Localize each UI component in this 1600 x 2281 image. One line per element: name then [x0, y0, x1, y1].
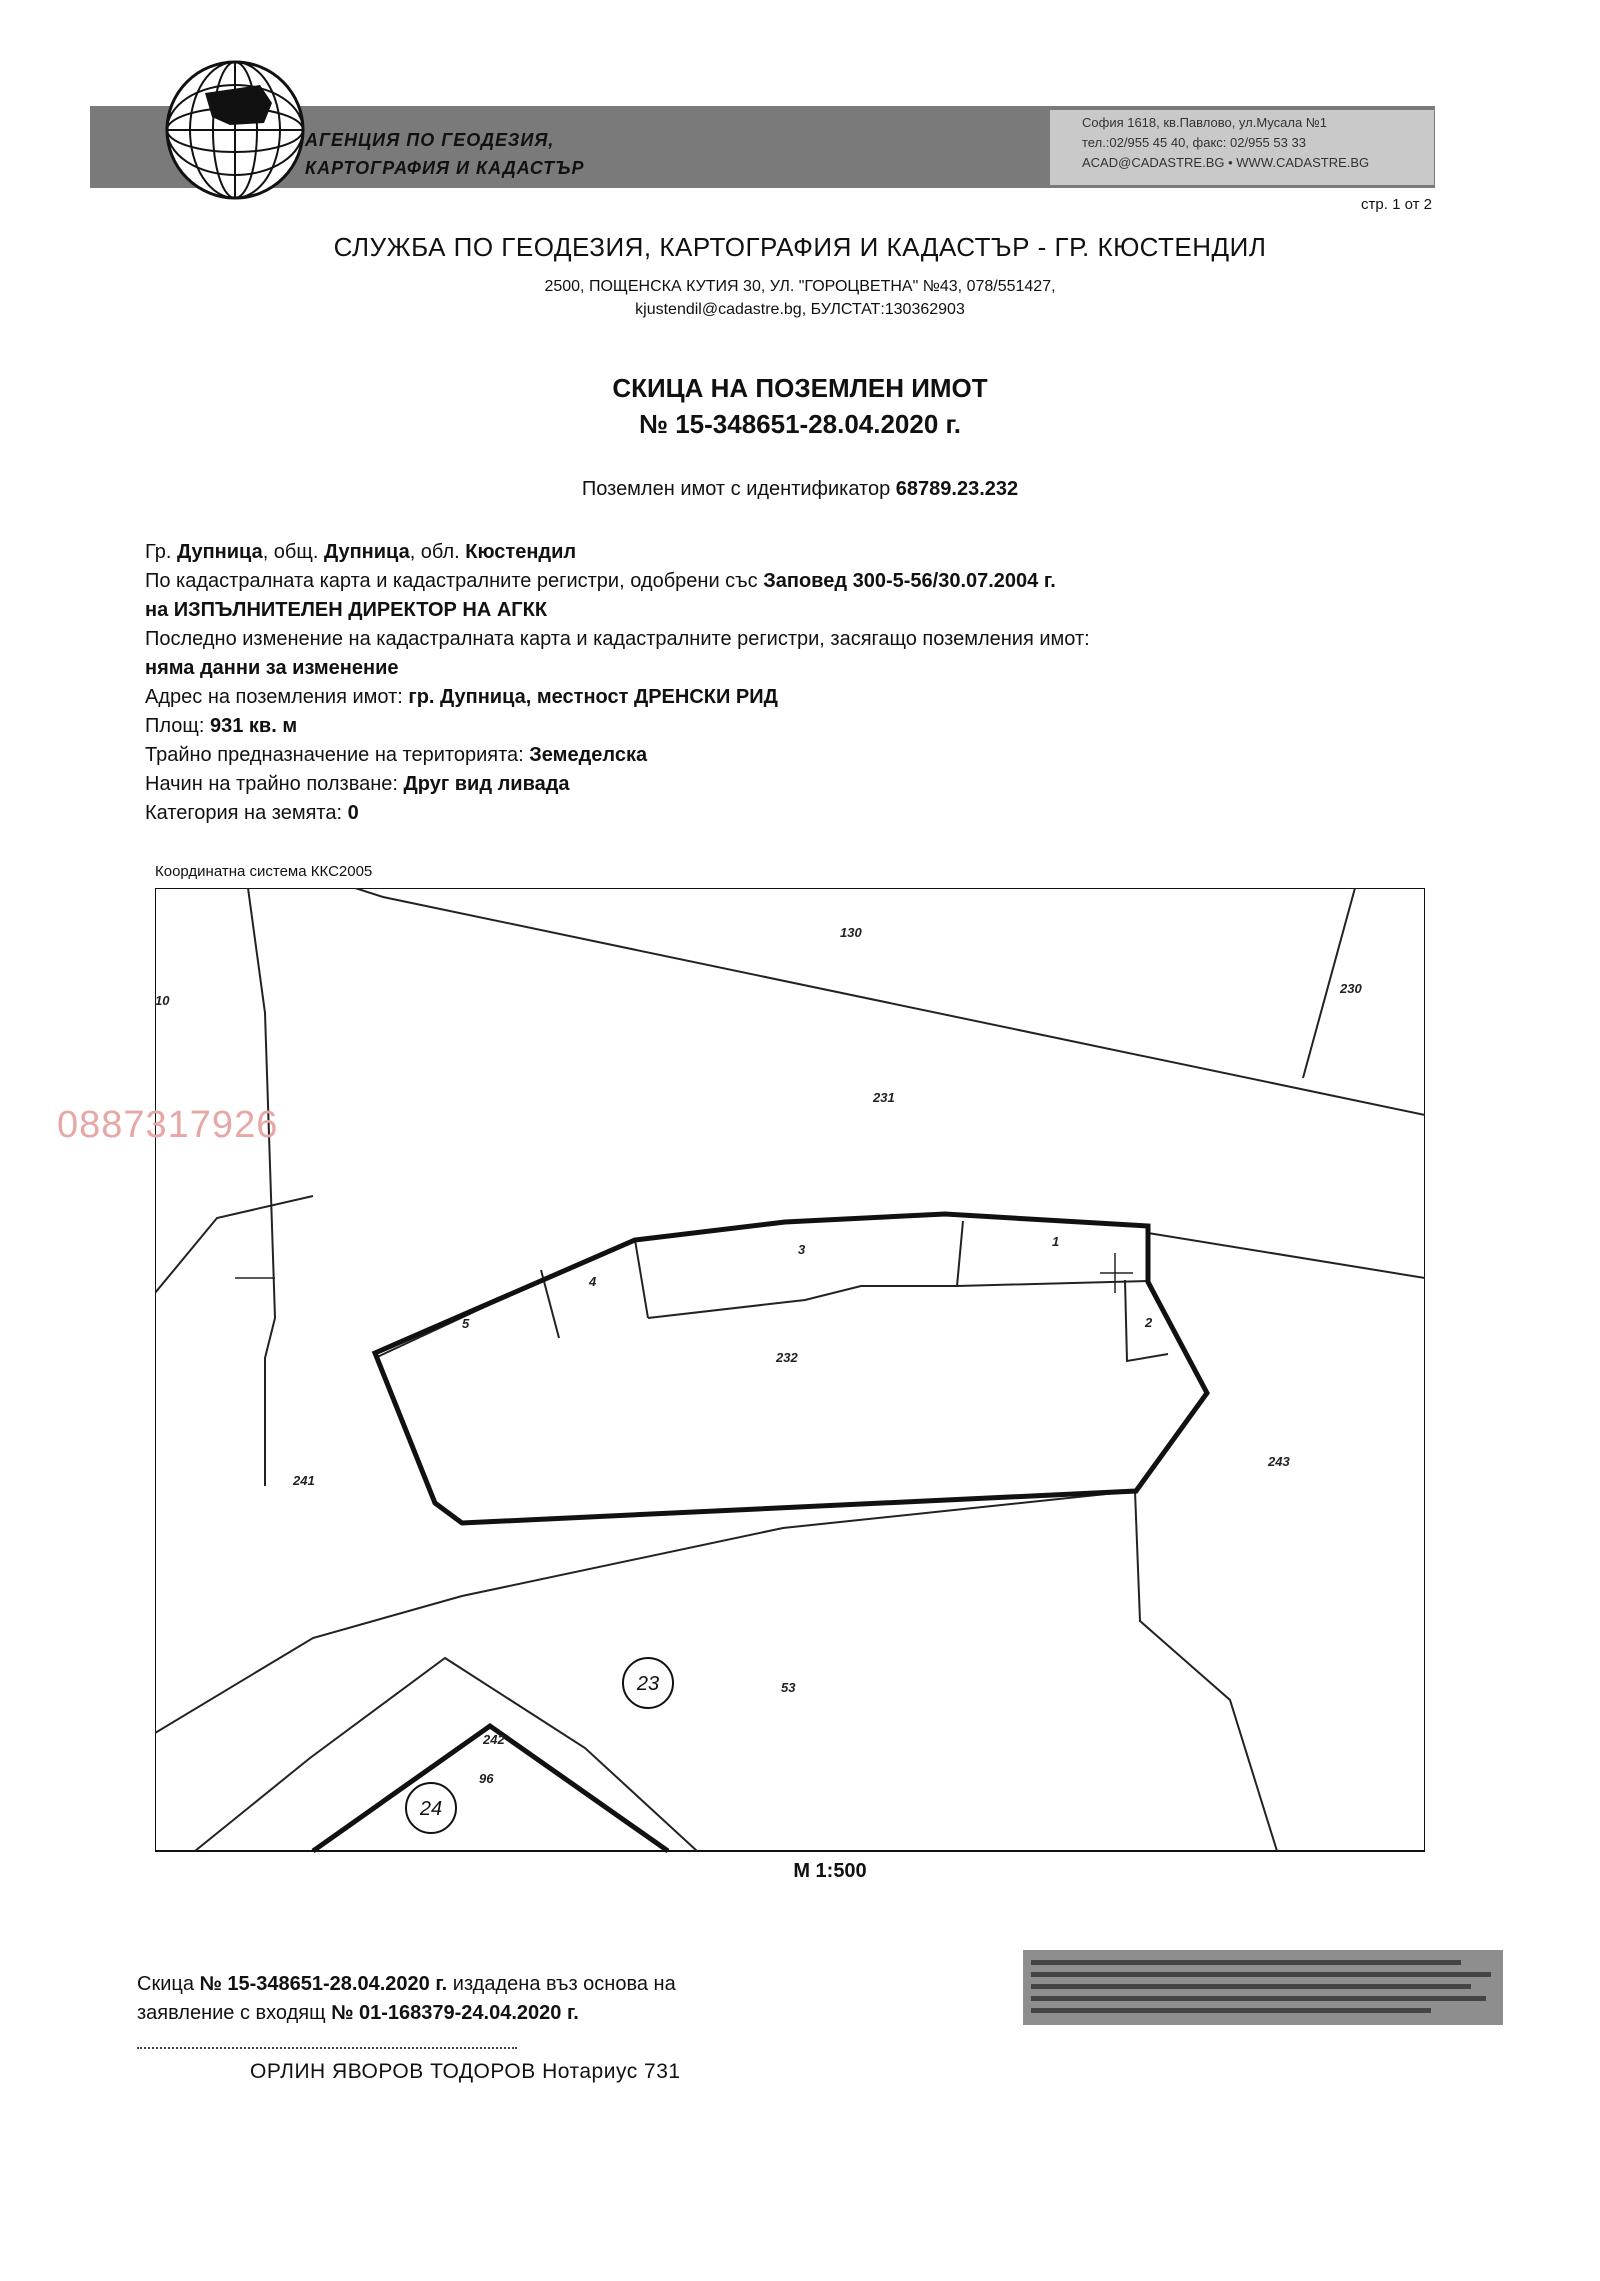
usage-value: Друг вид ливада: [403, 773, 570, 795]
document-title-block: [0, 370, 1600, 442]
category-value: 0: [347, 802, 359, 824]
office-email: kjustendil@cadastre.bg, БУЛСТАТ:130362903: [635, 301, 965, 318]
sketch-issuance-line2: [137, 1999, 676, 2028]
identifier-value: 68789.23.232: [895, 478, 1019, 500]
parcel-label-2: 2: [1145, 1315, 1153, 1330]
parcel-label-130: 130: [840, 925, 862, 940]
signature-line: [137, 2047, 517, 2049]
location-region: Кюстендил: [465, 541, 577, 563]
address-label: Адрес на поземления имот:: [145, 686, 403, 708]
agency-logo: [160, 55, 310, 205]
map-scale: М 1:500: [793, 1860, 867, 1882]
parcel-label-232: 232: [776, 1350, 798, 1365]
location-region-prefix: , обл.: [409, 541, 466, 563]
map-approval-label: По кадастралната карта и кадастралните регистри, одобрени със: [145, 570, 758, 592]
info-purpose: [145, 741, 1090, 770]
parcel-label-242: 242: [483, 1732, 505, 1747]
parcel-label-1: 1: [1052, 1234, 1060, 1249]
location-city-prefix: Гр.: [145, 541, 177, 563]
info-map-issuer: [145, 596, 1090, 625]
info-last-change-value: [145, 654, 1090, 683]
page-number: стр. 1 от 2: [1361, 196, 1432, 213]
agency-name: [305, 126, 585, 182]
parcel-label-10: 10: [155, 993, 170, 1008]
agency-name-line1: АГЕНЦИЯ ПО ГЕОДЕЗИЯ,: [305, 130, 555, 150]
parcel-label-241: 241: [293, 1473, 315, 1488]
category-label: Категория на земята:: [145, 802, 343, 824]
info-location: [145, 538, 1090, 567]
info-last-change-label: Последно изменение на кадастралната карта и кадастралните регистри, засягащо поземления имот:: [145, 628, 1090, 650]
parcel-label-243: 243: [1268, 1454, 1290, 1469]
area-value: 931 кв. м: [209, 715, 298, 737]
parcel-info: [145, 538, 1090, 828]
info-map-approval: [145, 567, 1090, 596]
location-municipality-prefix: , общ.: [262, 541, 324, 563]
location-city: Дупница: [176, 541, 263, 563]
sketch-text: издадена въз основа на: [452, 1973, 676, 1995]
sketch-issuance: [137, 1970, 676, 2028]
cadastral-map: [155, 888, 1425, 1853]
cadastral-region-23-label: 23: [636, 1673, 660, 1695]
contact-web: ACAD@CADASTRE.BG • WWW.CADASTRE.BG: [1082, 155, 1370, 170]
last-change-value: няма данни за изменение: [145, 657, 399, 679]
notary-name: ОРЛИН ЯВОРОВ ТОДОРОВ Нотариус 731: [250, 2060, 681, 2083]
area-label: Площ:: [145, 715, 205, 737]
sketch-number: № 15-348651-28.04.2020 г.: [199, 1973, 448, 1995]
sketch-issuance-line1: [137, 1970, 676, 1999]
application-number: № 01-168379-24.04.2020 г.: [331, 2002, 579, 2024]
parcel-label-231: 231: [873, 1090, 895, 1105]
coordinate-system: Координатна система ККС2005: [155, 863, 373, 880]
document-title: СКИЦА НА ПОЗЕМЛЕН ИМОТ: [612, 373, 988, 403]
phone-watermark: 0887317926: [57, 1104, 279, 1146]
office-address: 2500, ПОЩЕНСКА КУТИЯ 30, УЛ. "ГОРОЦВЕТНА" №43, 078/551427,: [544, 278, 1056, 295]
parcel-label-96: 96: [479, 1771, 494, 1786]
application-text: заявление с входящ: [137, 2002, 326, 2024]
parcel-identifier: [0, 478, 1600, 501]
info-area: [145, 712, 1090, 741]
official-stamp-block: [1023, 1950, 1503, 2025]
office-contact: [0, 275, 1600, 321]
parcel-label-4: 4: [589, 1274, 597, 1289]
parcel-label-230: 230: [1340, 981, 1362, 996]
map-approval-order: Заповед 300-5-56/30.07.2004 г.: [763, 570, 1056, 592]
parcel-label-5: 5: [462, 1316, 470, 1331]
contact-address: София 1618, кв.Павлово, ул.Мусала №1: [1082, 115, 1328, 130]
agency-name-line2: КАРТОГРАФИЯ И КАДАСТЪР: [305, 158, 585, 178]
cadastral-region-24-label: 24: [419, 1798, 443, 1820]
parcel-label-3: 3: [798, 1242, 806, 1257]
address-value: гр. Дупница, местност ДРЕНСКИ РИД: [408, 686, 778, 708]
sketch-prefix: Скица: [137, 1973, 194, 1995]
document-number: № 15-348651-28.04.2020 г.: [638, 409, 961, 439]
location-municipality: Дупница: [323, 541, 410, 563]
purpose-value: Земеделска: [529, 744, 648, 766]
contact-phone: тел.:02/955 45 40, факс: 02/955 53 33: [1082, 135, 1306, 150]
parcel-label-53: 53: [781, 1680, 796, 1695]
identifier-label: Поземлен имот с идентификатор: [581, 478, 891, 500]
office-name: СЛУЖБА ПО ГЕОДЕЗИЯ, КАРТОГРАФИЯ И КАДАСТЪР - ГР. КЮСТЕНДИЛ: [333, 232, 1267, 262]
info-usage: [145, 770, 1090, 799]
agency-contact: [1082, 113, 1369, 173]
info-category: [145, 799, 1090, 828]
purpose-label: Трайно предназначение на територията:: [145, 744, 524, 766]
usage-label: Начин на трайно ползване:: [145, 773, 398, 795]
info-address: [145, 683, 1090, 712]
map-issuer: на ИЗПЪЛНИТЕЛЕН ДИРЕКТОР НА АГКК: [145, 599, 548, 621]
